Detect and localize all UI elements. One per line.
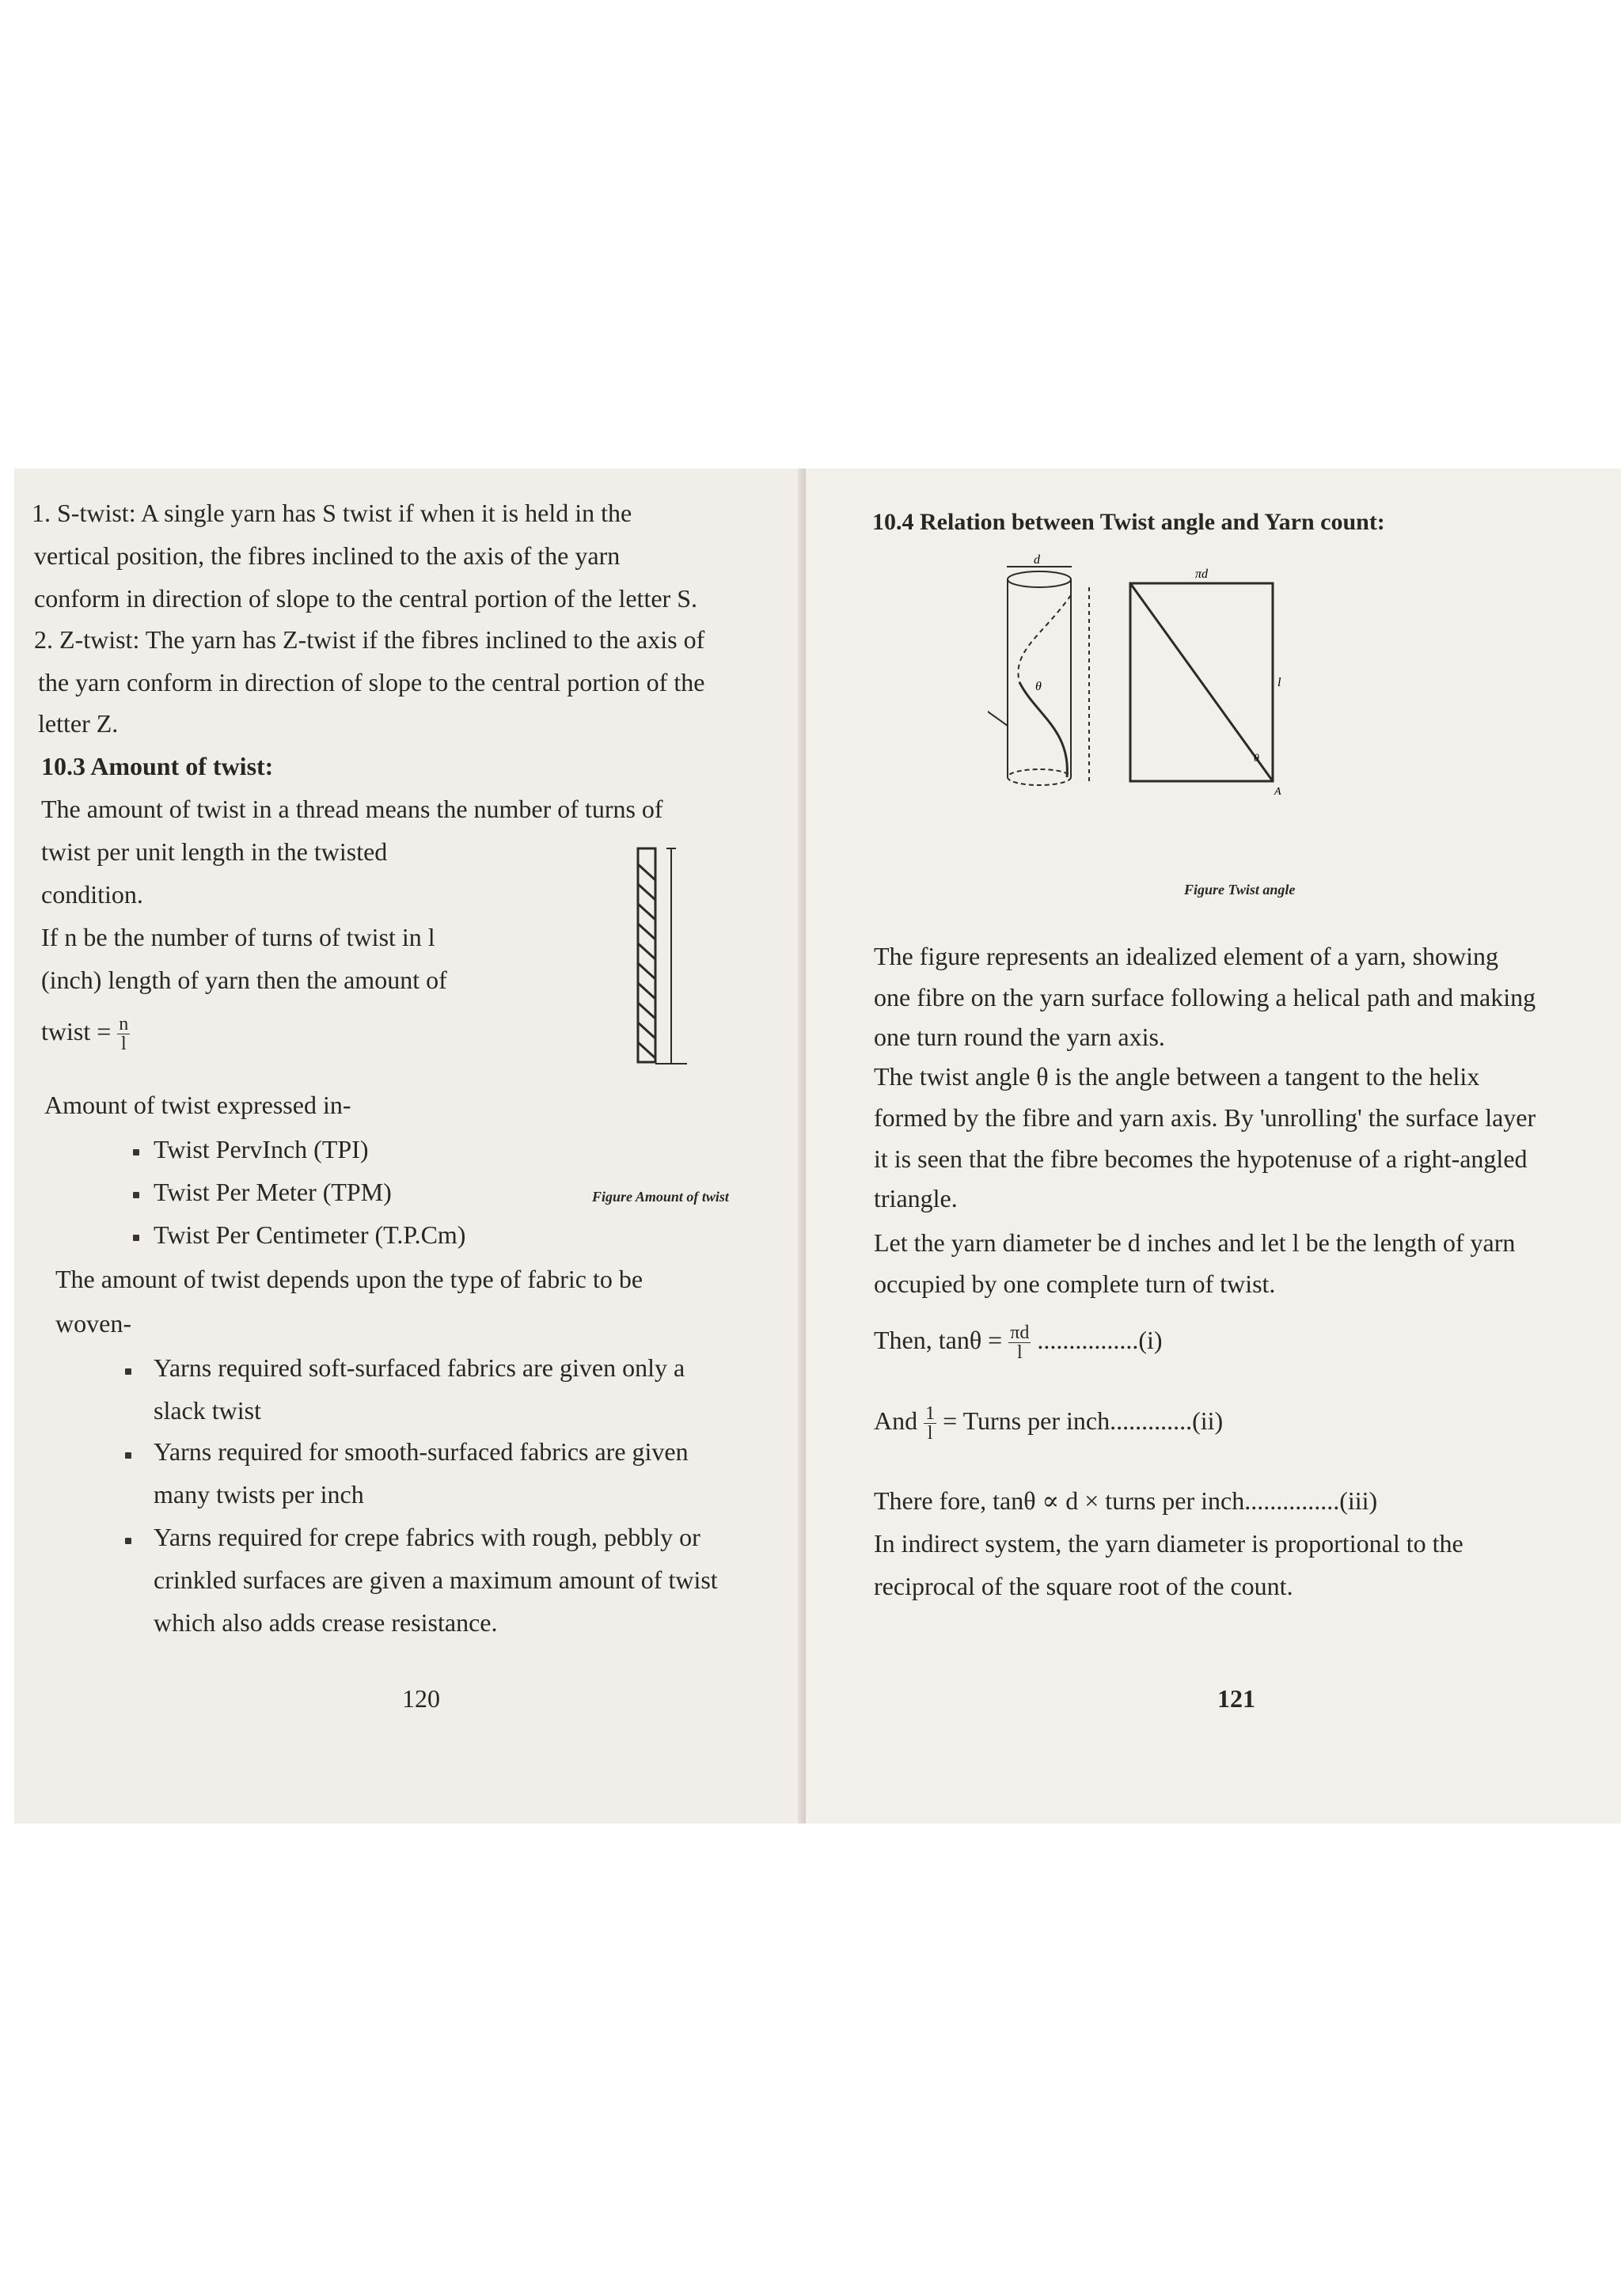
para1-line-1: The figure represents an idealized element of a yarn, showing <box>874 942 1499 970</box>
eq1-fraction <box>1008 1323 1031 1362</box>
eq1-numerator: πd <box>1010 1323 1030 1343</box>
figure-caption-amount-of-twist: Figure Amount of twist <box>592 1189 729 1205</box>
para4-line-2: reciprocal of the square root of the count. <box>874 1572 1293 1600</box>
fig-label-l: l <box>1277 676 1281 689</box>
formula-label: twist = <box>41 1016 112 1046</box>
eq2-fraction <box>924 1404 936 1443</box>
para1-line-3: one turn round the yarn axis. <box>874 1023 1165 1051</box>
formula-denominator: l <box>120 1034 127 1054</box>
left-page <box>14 469 802 1824</box>
formula-numerator: n <box>119 1014 129 1034</box>
stwist-line-1: 1. S-twist: A single yarn has S twist if when it is held in the <box>32 499 632 527</box>
fabric-item-2-line-2: many twists per inch <box>154 1480 364 1509</box>
section-heading-10-4: 10.4 Relation between Twist angle and Yarn count: <box>872 509 1385 535</box>
eq1-prefix: Then, tanθ = <box>874 1325 1003 1354</box>
fabric-item-3-line-3: which also adds crease resistance. <box>154 1608 498 1637</box>
fabric-item-1-line-1: Yarns required soft-surfaced fabrics are given only a <box>154 1353 685 1382</box>
ztwist-line-1: 2. Z-twist: The yarn has Z-twist if the fibres inclined to the axis of <box>34 625 705 654</box>
fig-label-d: d <box>1034 553 1040 567</box>
amount-line-2: twist per unit length in the twisted <box>41 837 388 866</box>
para2-line-1: The twist angle θ is the angle between a tangent to the helix <box>874 1062 1480 1091</box>
para2-line-2: formed by the fibre and yarn axis. By 'unrolling' the surface layer <box>874 1103 1536 1132</box>
ztwist-line-2: the yarn conform in direction of slope to the central portion of the <box>38 668 705 696</box>
eq1-denominator: l <box>1016 1342 1023 1363</box>
fabric-item-3-line-1: Yarns required for crepe fabrics with rough, pebbly or <box>154 1523 700 1551</box>
para2-line-4: triangle. <box>874 1184 958 1213</box>
figure-caption-twist-angle: Figure Twist angle <box>1184 882 1296 898</box>
para2-line-3: it is seen that the fibre becomes the hypotenuse of a right-angled <box>874 1144 1528 1173</box>
unit-tpi: Twist PervInch (TPI) <box>154 1135 369 1163</box>
section-heading-10-3: 10.3 Amount of twist: <box>41 752 274 780</box>
fig-label-theta-rect: θ <box>1254 753 1259 765</box>
book-spread <box>14 469 1621 1824</box>
eq2-prefix: And <box>874 1406 918 1435</box>
equation-iii: There fore, tanθ ∝ d × turns per inch...............(iii) <box>874 1486 1378 1515</box>
amount-of-twist-figure <box>624 841 703 1078</box>
eq1-suffix: ................(i) <box>1037 1325 1163 1354</box>
right-page <box>806 469 1621 1824</box>
equation-ii <box>874 1404 1223 1443</box>
amount-line-5: (inch) length of yarn then the amount of <box>41 966 447 994</box>
fabric-item-2-line-1: Yarns required for smooth-surfaced fabrics are given <box>154 1437 689 1466</box>
expressed-intro: Amount of twist expressed in- <box>44 1091 351 1119</box>
para1-line-2: one fibre on the yarn surface following a helical path and making <box>874 983 1536 1011</box>
page-number-right: 121 <box>1217 1684 1255 1713</box>
amount-line-4: If n be the number of turns of twist in l <box>41 923 435 951</box>
para4-line-1: In indirect system, the yarn diameter is proportional to the <box>874 1529 1463 1558</box>
fig-label-pi-d: πd <box>1195 567 1209 581</box>
formula-fraction <box>117 1015 130 1053</box>
amount-line-3: condition. <box>41 880 143 909</box>
ztwist-line-3: letter Z. <box>38 709 119 738</box>
eq2-suffix: = Turns per inch.............(ii) <box>943 1406 1224 1435</box>
bullet-marker <box>133 1235 139 1241</box>
stwist-line-3: conform in direction of slope to the central portion of the letter S. <box>34 584 697 613</box>
stwist-line-2: vertical position, the fibres inclined to the axis of the yarn <box>34 541 621 570</box>
page-number-left: 120 <box>402 1684 440 1713</box>
eq2-denominator: l <box>927 1423 933 1444</box>
unit-tpcm: Twist Per Centimeter (T.P.Cm) <box>154 1220 466 1249</box>
para3-line-2: occupied by one complete turn of twist. <box>874 1269 1276 1298</box>
bullet-marker <box>125 1368 131 1375</box>
para3-line-1: Let the yarn diameter be d inches and let l be the length of yarn <box>874 1228 1516 1257</box>
fabric-item-3-line-2: crinkled surfaces are given a maximum amount of twist <box>154 1565 718 1594</box>
bullet-marker <box>125 1452 131 1459</box>
fabric-line-1: The amount of twist depends upon the type of fabric to be <box>55 1265 643 1293</box>
twist-formula <box>41 1015 130 1053</box>
bullet-marker <box>133 1192 139 1198</box>
equation-i <box>874 1323 1163 1362</box>
bullet-marker <box>125 1538 131 1544</box>
bullet-marker <box>133 1149 139 1156</box>
fig-label-theta: θ <box>1035 680 1042 693</box>
fabric-line-2: woven- <box>55 1309 131 1338</box>
fabric-item-1-line-2: slack twist <box>154 1396 261 1425</box>
unit-tpm: Twist Per Meter (TPM) <box>154 1178 392 1206</box>
twist-angle-figure <box>988 548 1289 817</box>
eq2-numerator: 1 <box>925 1403 936 1424</box>
amount-line-1: The amount of twist in a thread means the number of turns of <box>41 795 663 823</box>
fig-label-a: A <box>1274 786 1281 798</box>
